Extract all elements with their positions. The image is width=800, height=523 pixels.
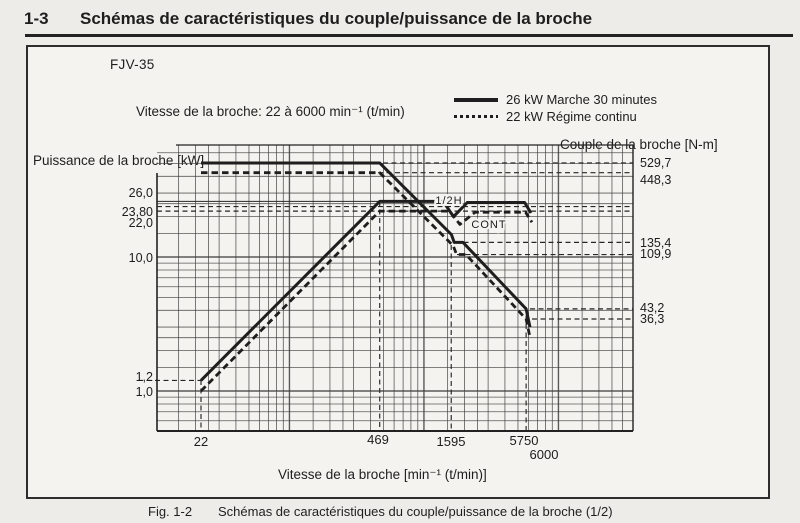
svg-text:1,2: 1,2 bbox=[135, 369, 153, 384]
svg-text:1,0: 1,0 bbox=[135, 384, 153, 399]
svg-text:22,0: 22,0 bbox=[128, 215, 153, 230]
section-title: Schémas de caractéristiques du couple/puissance de la broche bbox=[80, 9, 593, 28]
svg-text:CONT: CONT bbox=[470, 218, 507, 231]
speed-range-note: Vitesse de la broche: 22 à 6000 min⁻¹ (t/min) bbox=[136, 104, 405, 119]
svg-text:529,7: 529,7 bbox=[639, 155, 671, 170]
y-axis-left-label: Puissance de la broche [kW] bbox=[33, 153, 205, 168]
svg-text:1595: 1595 bbox=[436, 433, 465, 449]
y-axis-right-label: Couple de la broche [N-m] bbox=[560, 137, 718, 152]
svg-text:448,3: 448,3 bbox=[639, 172, 671, 187]
svg-text:5750: 5750 bbox=[509, 432, 538, 448]
svg-text:22: 22 bbox=[193, 433, 208, 449]
svg-text:23,80: 23,80 bbox=[121, 204, 153, 219]
torque-power-chart bbox=[26, 45, 770, 499]
svg-text:469: 469 bbox=[366, 431, 389, 447]
section-number: 1-3 bbox=[24, 9, 49, 28]
legend-label: 26 kW Marche 30 minutes bbox=[506, 92, 658, 107]
svg-text:10,0: 10,0 bbox=[128, 250, 153, 265]
machine-model-label: FJV-35 bbox=[110, 57, 155, 72]
figure-caption-text: Schémas de caractéristiques du couple/puissance de la broche (1/2) bbox=[218, 504, 613, 519]
figure-box bbox=[26, 45, 770, 499]
svg-text:135,4: 135,4 bbox=[639, 235, 671, 250]
heading-underline bbox=[25, 34, 793, 37]
svg-text:43,2: 43,2 bbox=[639, 300, 664, 315]
svg-text:6000: 6000 bbox=[529, 446, 558, 462]
svg-text:1/2H: 1/2H bbox=[434, 194, 463, 207]
legend-label: 22 kW Régime continu bbox=[506, 109, 637, 124]
svg-text:26,0: 26,0 bbox=[128, 185, 153, 200]
svg-text:36,3: 36,3 bbox=[639, 311, 664, 326]
svg-text:109,9: 109,9 bbox=[639, 246, 671, 261]
x-axis-label: Vitesse de la broche [min⁻¹ (t/min)] bbox=[278, 467, 487, 482]
figure-caption-number: Fig. 1-2 bbox=[148, 504, 193, 519]
